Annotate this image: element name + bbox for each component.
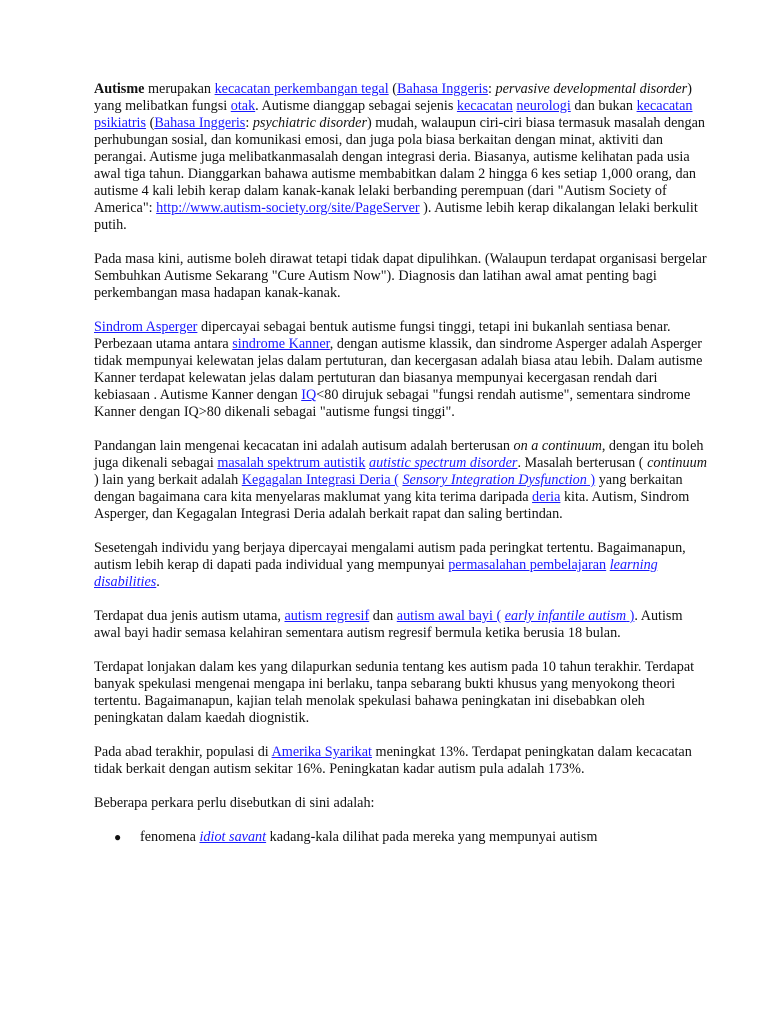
italic-term: psychiatric disorder (252, 115, 367, 131)
paragraph (94, 744, 708, 778)
link-idiot-savant[interactable]: idiot savant (199, 829, 267, 845)
paragraph (94, 81, 708, 234)
text-run: dan (369, 608, 397, 624)
text-run: . Masalah berterusan ( (517, 455, 648, 471)
term-autisme: Autisme (94, 81, 145, 97)
link-masalah-spektrum-autistik[interactable]: masalah spektrum autistik (217, 455, 366, 471)
paragraph (94, 319, 708, 421)
link-kecacatan[interactable]: kecacatan (456, 98, 513, 114)
text-run: kadang-kala dilihat pada mereka yang mempunyai autism (266, 829, 598, 845)
link-sensory-integration-dysfunction[interactable]: Sensory Integration Dysfunction (402, 472, 587, 488)
text-run: Terdapat dua jenis autism utama, (94, 608, 285, 624)
text-run: Terdapat lonjakan dalam kes yang dilapurkan sedunia tentang kes autism pada 10 tahun terakhir. Terdapat banyak spekulasi mengenai mengapa ini berlaku, tanpa sebarang bukti khusus yang menyokong theori tertentu. Bagaimanapun, kajian telah menolak spekulasi bahawa peningkatan ini disebabkan oleh peningkatan dalam kaedah diognistik. (94, 659, 695, 726)
text-run: dan bukan (570, 98, 637, 114)
paragraph (94, 795, 708, 812)
text-run: Pada abad terakhir, populasi di (94, 744, 272, 760)
text-run: fenomena (140, 829, 200, 845)
bullet-list (94, 829, 708, 846)
text-run: dipercayai sebagai bentuk autisme fungsi tinggi, tetapi ini bukanlah sentiasa benar. Perbezaan utama antara (94, 319, 671, 352)
bullet-icon: ● (114, 830, 122, 844)
paragraph (94, 438, 708, 523)
italic-term: pervasive developmental disorder (495, 81, 688, 97)
document-body (94, 81, 708, 812)
text-run: ) yang melibatkan fungsi (94, 81, 692, 114)
text-run: Pandangan lain mengenai kecacatan ini adalah autisum adalah berterusan (94, 438, 514, 454)
link-neurologi[interactable]: neurologi (516, 98, 571, 114)
link-early-infantile-autism[interactable]: early infantile autism (504, 608, 627, 624)
text-run: . Autism awal bayi hadir semasa kelahiran sementara autism regresif bermula ketika berusia 18 bulan. (94, 608, 683, 641)
link-bahasa-inggeris[interactable]: Bahasa Inggeris (154, 115, 246, 131)
link-bahasa-inggeris[interactable]: Bahasa Inggeris (396, 81, 488, 97)
link-sindrome-kanner[interactable]: sindrome Kanner (232, 336, 330, 352)
text-run: Beberapa perkara perlu disebutkan di sini adalah: (94, 795, 375, 811)
text-run: ( (388, 81, 397, 97)
link-[interactable]: ) (586, 472, 596, 488)
text-run: : (245, 115, 253, 131)
text-run: Sesetengah individu yang berjaya dipercayai mengalami autism pada peringkat tertentu. Bagaimanapun, autism lebih kerap di dapati pada individual yang mempunyai (94, 540, 686, 573)
link-http-www-autism-society-org-site-pageser[interactable]: http://www.autism-society.org/site/PageServer (156, 200, 420, 216)
paragraph (94, 608, 708, 642)
link-otak[interactable]: otak (230, 98, 256, 114)
link-[interactable]: ) (626, 608, 635, 624)
link-sindrom-asperger[interactable]: Sindrom Asperger (94, 319, 198, 335)
paragraph (94, 540, 708, 591)
list-item (114, 829, 708, 846)
text-run: . (156, 574, 160, 590)
link-autism-awal-bayi[interactable]: autism awal bayi ( (396, 608, 502, 624)
text-run: yang berkaitan dengan bagaimana cara kita menyelaras maklumat yang kita terima daripada (94, 472, 683, 505)
link-permasalahan-pembelajaran[interactable]: permasalahan pembelajaran (448, 557, 607, 573)
paragraph (94, 251, 708, 302)
link-kecacatan-psikiatris[interactable]: kecacatan psikiatris (94, 98, 693, 131)
text-run: , dengan itu boleh juga dikenali sebagai (94, 438, 704, 471)
link-deria[interactable]: deria (532, 489, 561, 505)
italic-term: on a continuum (513, 438, 602, 454)
italic-term: continuum (647, 455, 707, 471)
link-autism-regresif[interactable]: autism regresif (284, 608, 370, 624)
text-run: merupakan (144, 81, 215, 97)
paragraph (94, 659, 708, 727)
text-run: ( (146, 115, 155, 131)
text-run: Pada masa kini, autisme boleh dirawat tetapi tidak dapat dipulihkan. (Walaupun terdapat organisasi bergelar Sembuhkan Autisme Sekarang "Cure Autism Now"). Diagnosis dan latihan awal amat penting bagi perkembangan masa hadapan kanak-kanak. (94, 251, 707, 301)
text-run: . Autisme dianggap sebagai sejenis (255, 98, 457, 114)
text-run: ) lain yang berkait adalah (94, 472, 242, 488)
link-amerika-syarikat[interactable]: Amerika Syarikat (271, 744, 372, 760)
link-kegagalan-integrasi-deria[interactable]: Kegagalan Integrasi Deria ( (241, 472, 399, 488)
text-run: ) mudah, walaupun ciri-ciri biasa termasuk masalah dengan perhubungan sosial, dan komunikasi emosi, dan juga pola biasa berkaitan dengan minat, aktiviti dan perangai. Autisme juga melibatkanmasalah dengan integrasi deria. Biasanya, autisme kelihatan pada usia awal tiga tahun. Dianggarkan bahawa autisme membabitkan dalam 2 hingga 6 kes setiap 1,000 orang, dan autisme 4 kali lebih kerap dalam kanak-kanak lelaki berbanding perempuan (dari "Autism Society of America": (94, 115, 705, 216)
text-run: meningkat 13%. Terdapat peningkatan dalam kecacatan tidak berkait dengan autism sekitar 16%. Peningkatan kadar autism pula adalah 173%. (94, 744, 692, 777)
link-learning-disabilities[interactable]: learning disabilities (94, 557, 658, 590)
link-kecacatan-perkembangan-tegal[interactable]: kecacatan perkembangan tegal (214, 81, 389, 97)
text-run: : (487, 81, 496, 97)
text-run: kita. Autism, Sindrom Asperger, dan Kegagalan Integrasi Deria adalah berkait rapat dan saling bertindan. (94, 489, 690, 522)
text-run: ). Autisme lebih kerap dikalangan lelaki berkulit putih. (94, 200, 698, 233)
text-run: <80 dirujuk sebagai "fungsi rendah autisme", sementara sindrome Kanner dengan IQ>80 dikenali sebagai "autisme fungsi tinggi". (94, 387, 691, 420)
text-run: , dengan autisme klassik, dan sindrome Asperger adalah Asperger tidak mempunyai kelewatan jelas dalam pertuturan, dan kecergasan adalah biasa atau lebih. Dalam autisme Kanner terdapat kelewatan jelas dalam pertuturan dan biasanya mempunyai kecergasan rendah dari kebiasaan . Autisme Kanner dengan (94, 336, 703, 403)
link-autistic-spectrum-disorder[interactable]: autistic spectrum disorder (369, 455, 518, 471)
link-iq[interactable]: IQ (301, 387, 317, 403)
